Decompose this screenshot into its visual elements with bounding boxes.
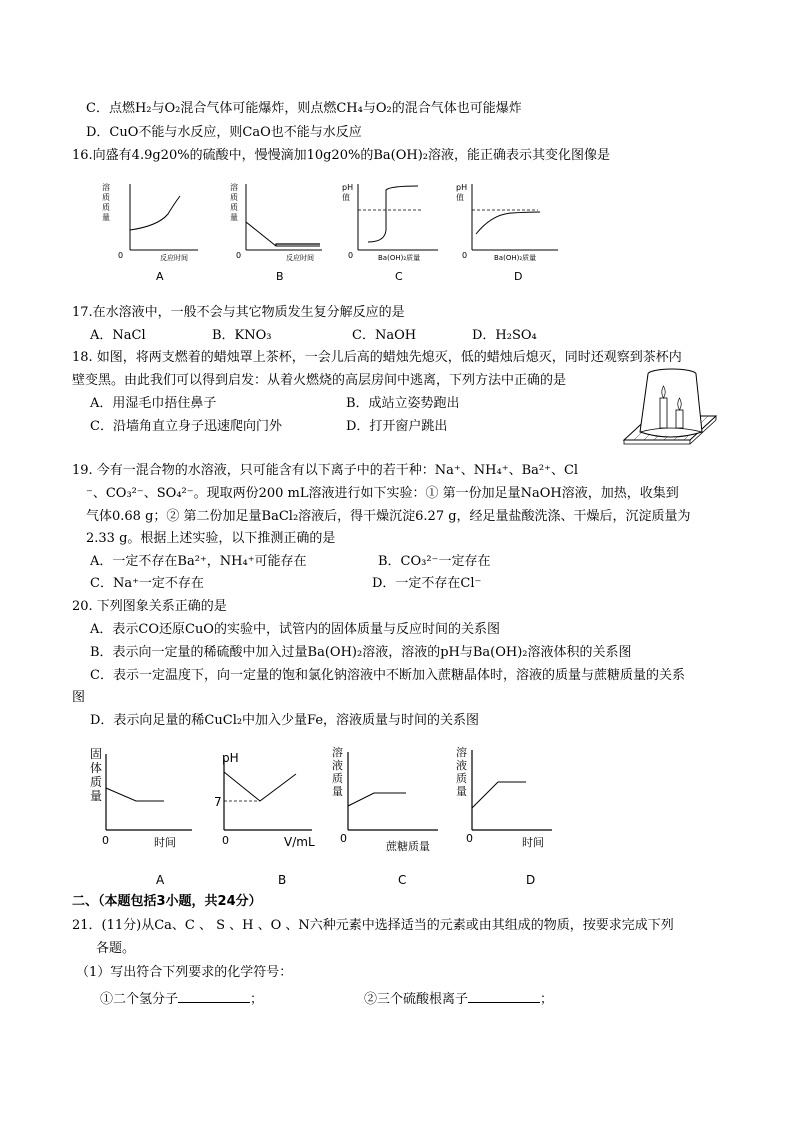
q21-item-2 [364, 988, 553, 1009]
q19-line-3: 气体0.68 g；② 第二份加足量BaCl₂溶液后，得干燥沉淀6.27 g，经足量盐酸洗涤、干燥后，沉淀质量为 [86, 509, 691, 524]
svg-text:质: 质 [230, 193, 238, 202]
svg-text:质: 质 [102, 203, 110, 212]
q16-b-xlabel: 反应时间 [286, 254, 314, 262]
svg-text:量: 量 [456, 785, 467, 798]
svg-text:值: 值 [456, 193, 464, 202]
svg-text:量: 量 [332, 785, 343, 798]
q20-option-d: D．表示向足量的稀CuCl₂中加入少量Fe，溶液质量与时间的关系图 [90, 713, 480, 728]
q20-b-ylabel: pH [222, 751, 239, 765]
q21-line-1: 21．(11分)从Ca、C 、 S 、H 、O 、N六种元素中选择适当的元素或由其组成的物质，按要求完成下列 [72, 918, 674, 933]
q20-graph-c [332, 745, 438, 887]
q20-a-xlabel: 时间 [154, 836, 176, 849]
q19-option-d: D．一定不存在Cl⁻ [372, 576, 482, 591]
q17-option-d: D．H₂SO₄ [472, 328, 537, 343]
q17-stem: 17.在水溶液中，一般不会与其它物质发生复分解反应的是 [72, 305, 405, 320]
q19-option-c: C．Na⁺一定不存在 [90, 576, 204, 591]
svg-text:值: 值 [342, 193, 350, 202]
q21-line-2: 各题。 [96, 941, 136, 956]
q18-line-1: 18. 如图，将两支燃着的蜡烛罩上茶杯，一会儿后高的蜡烛先熄灭，低的蜡烛后熄灭，同时还观察到茶杯内 [72, 350, 682, 365]
q16-graph-b [230, 182, 322, 283]
q16-a-origin: 0 [118, 251, 124, 260]
q20-graph-d [456, 745, 552, 887]
q17-option-c: C．NaOH [352, 328, 417, 343]
q17-option-a: A．NaCl [90, 328, 146, 343]
q20-c-letter: C [398, 873, 407, 887]
q20-d-letter: D [526, 873, 536, 887]
q16-c-letter: C [395, 270, 403, 283]
q20-d-origin: 0 [466, 832, 473, 845]
q18-line-2: 壁变黑。由此我们可以得到启发：从着火燃烧的高层房间中逃离，下列方法中正确的是 [72, 373, 567, 388]
q18-option-c: C．沿墙角直立身子迅速爬向门外 [90, 419, 282, 434]
svg-text:固: 固 [90, 747, 103, 761]
svg-text:质: 质 [90, 775, 103, 789]
q20-b-letter: B [278, 873, 287, 887]
q18-option-d: D．打开窗户跳出 [346, 419, 448, 434]
q16-c-origin: 0 [348, 251, 354, 260]
svg-text:液: 液 [332, 759, 343, 772]
candle-cup-figure [620, 364, 720, 456]
svg-text:量: 量 [102, 213, 110, 222]
q21-item-2-sep: ； [540, 992, 554, 1007]
q20-option-a: A．表示CO还原CuO的实验中，试管内的固体质量与反应时间的关系图 [90, 622, 500, 637]
q20-option-c-line-1: C．表示一定温度下，向一定量的饱和氯化钠溶液中不断加入蔗糖晶体时，溶液的质量与蔗糖质量的关系 [90, 668, 685, 683]
q20-a-letter: A [156, 873, 165, 887]
q18-option-a: A．用湿毛巾捂住鼻子 [90, 396, 217, 411]
svg-text:pH: pH [342, 183, 354, 192]
q20-c-origin: 0 [340, 832, 347, 845]
svg-text:pH: pH [456, 183, 468, 192]
q21-sub-1: （1）写出符合下列要求的化学符号： [76, 965, 293, 980]
q16-a-ylabel-1: 溶 [102, 183, 110, 192]
section-2-title: 二、（本题包括3小题，共24分） [72, 894, 262, 909]
q21-item-2-answer-blank[interactable] [468, 988, 540, 1003]
q16-c-xlabel: Ba(OH)₂质量 [378, 254, 421, 262]
q16-graph-a [102, 182, 198, 283]
svg-text:溶: 溶 [230, 183, 238, 192]
q20-b-ref: 7 [214, 795, 222, 809]
q21-item-1-sep: ； [250, 992, 264, 1007]
svg-text:量: 量 [230, 213, 238, 222]
svg-text:体: 体 [90, 761, 103, 775]
q16-graph-d [456, 183, 558, 283]
q19-option-a: A．一定不存在Ba²⁺，NH₄⁺可能存在 [90, 554, 307, 569]
q20-c-xlabel: 蔗糖质量 [386, 840, 430, 853]
svg-text:质: 质 [456, 772, 467, 785]
svg-text:量: 量 [90, 789, 103, 803]
q20-b-origin: 0 [222, 834, 229, 847]
q16-b-origin: 0 [236, 251, 242, 260]
q15-option-c: C．点燃H₂与O₂混合气体可能爆炸，则点燃CH₄与O₂的混合气体也可能爆炸 [86, 101, 522, 116]
q15-option-d: D．CuO不能与水反应，则CaO也不能与水反应 [86, 125, 362, 140]
svg-text:溶: 溶 [332, 746, 343, 759]
q20-graphs [80, 744, 570, 890]
q16-d-xlabel: Ba(OH)₂质量 [494, 254, 537, 262]
svg-text:液: 液 [456, 759, 467, 772]
q21-item-1-label: ①二个氢分子 [100, 992, 179, 1007]
q21-item-2-label: ②三个硫酸根离子 [364, 992, 469, 1007]
q20-option-c-line-2: 图 [72, 690, 86, 705]
q20-graph-b [214, 751, 315, 887]
q16-b-letter: B [276, 270, 284, 283]
svg-text:溶: 溶 [456, 746, 467, 759]
q20-b-xlabel: V/mL [284, 835, 315, 849]
q17-option-b: B．KNO₃ [212, 328, 272, 343]
q16-d-origin: 0 [462, 251, 468, 260]
q20-option-b: B．表示向一定量的稀硫酸中加入过量Ba(OH)₂溶液，溶液的pH与Ba(OH)₂溶液体积的关系图 [90, 645, 632, 660]
q19-line-1: 19. 今有一混合物的水溶液，只可能含有以下离子中的若干种：Na⁺、NH₄⁺、Ba²⁺、Cl [72, 463, 579, 478]
q21-item-1 [100, 988, 263, 1009]
q16-graphs [100, 176, 570, 286]
q20-graph-a [90, 747, 192, 887]
q16-a-xlabel: 反应时间 [160, 254, 188, 262]
q20-d-xlabel: 时间 [522, 836, 544, 849]
q20-stem: 20. 下列图象关系正确的是 [72, 599, 227, 614]
q19-option-b: B．CO₃²⁻一定存在 [378, 554, 491, 569]
q19-line-2: ⁻、CO₃²⁻、SO₄²⁻。现取两份200 mL溶液进行如下实验：① 第一份加足量NaOH溶液，加热，收集到 [86, 486, 679, 501]
q16-graph-c [342, 183, 438, 283]
q16-d-letter: D [514, 270, 523, 283]
svg-text:质: 质 [230, 203, 238, 212]
q20-a-origin: 0 [102, 834, 109, 847]
q19-line-4: 2.33 g。根据上述实验，以下推测正确的是 [86, 531, 336, 546]
q18-option-b: B．成站立姿势跑出 [346, 396, 460, 411]
q16-stem: 16.向盛有4.9g20%的硫酸中，慢慢滴加10g20%的Ba(OH)₂溶液，能正确表示其变化图像是 [72, 148, 610, 163]
svg-text:质: 质 [332, 772, 343, 785]
svg-text:质: 质 [102, 193, 110, 202]
q16-a-letter: A [156, 270, 164, 283]
q21-item-1-answer-blank[interactable] [178, 988, 250, 1003]
